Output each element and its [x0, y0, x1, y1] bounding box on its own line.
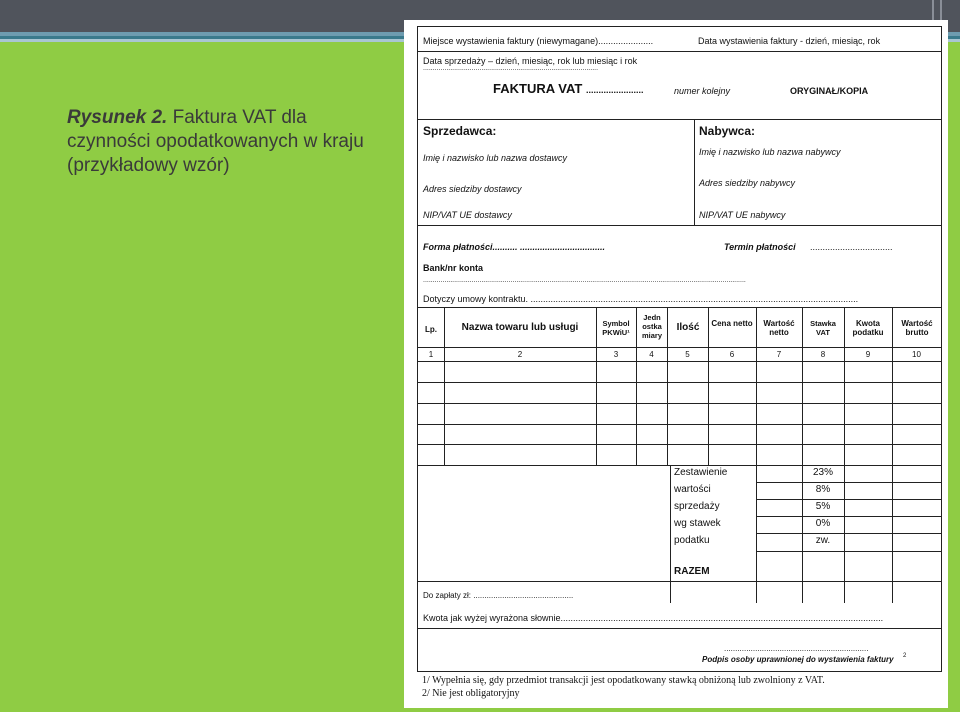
invoice-number-label: numer kolejny	[674, 86, 731, 96]
seller-nip: NIP/VAT UE dostawcy	[423, 210, 512, 220]
original-copy: ORYGINAŁ/KOPIA	[790, 86, 869, 96]
table-row	[418, 403, 941, 404]
signature-footnote-mark: 2	[903, 653, 907, 659]
table-row	[418, 444, 941, 445]
vat-rate-8: 8%	[815, 484, 831, 495]
buyer-nip: NIP/VAT UE nabywcy	[699, 210, 786, 220]
seller-address: Adres siedziby dostawcy	[423, 184, 522, 194]
vat-rate-0: 0%	[815, 518, 831, 529]
col-pkwiu: Symbol PKWiU¹	[602, 319, 630, 337]
summary-label: podatku	[674, 535, 710, 546]
col-number: 6	[729, 350, 735, 359]
invoice-form	[417, 26, 942, 672]
summary-label: Zestawienie	[674, 467, 728, 478]
invoice-document	[404, 20, 948, 708]
signature-label: Podpis osoby uprawnionej do wystawienia faktury	[702, 655, 894, 664]
summary-total: RAZEM	[674, 566, 710, 577]
vat-rate-5: 5%	[815, 501, 831, 512]
amount-in-words: Kwota jak wyżej wyrażona słownie.................................................................................................................................	[423, 613, 884, 623]
col-number: 7	[776, 350, 782, 359]
col-number: 1	[428, 350, 434, 359]
bank-dots: ......................................................................................................................................................................	[423, 277, 746, 284]
col-gross-value: Wartość brutto	[901, 319, 933, 337]
footnote-2: 2/ Nie jest obligatoryjny	[422, 688, 520, 699]
bank-account: Bank/nr konta	[423, 263, 484, 273]
col-number: 10	[912, 350, 921, 359]
table-row	[418, 465, 941, 466]
col-number: 4	[649, 350, 654, 359]
summary-label: wartości	[674, 484, 711, 495]
invoice-title: FAKTURA VAT	[493, 81, 583, 96]
col-number: 2	[517, 350, 523, 359]
col-name: Nazwa towaru lub usługi	[461, 322, 579, 333]
col-lp: Lp.	[425, 325, 437, 334]
col-net-value: Wartość netto	[763, 319, 795, 337]
col-qty: Ilość	[676, 322, 700, 333]
sale-date-dots: ..........................................................................................	[423, 65, 599, 72]
figure-caption	[67, 106, 387, 178]
col-number: 8	[820, 350, 826, 359]
buyer-address: Adres siedziby nabywcy	[699, 178, 796, 188]
issue-date: Data wystawienia faktury - dzień, miesiąc, rok	[698, 36, 881, 46]
col-number: 9	[865, 350, 871, 359]
footnote-1: 1/ Wypełnia się, gdy przedmiot transakcji jest opodatkowany stawką obniżoną lub zwolniony z VAT.	[422, 675, 825, 686]
payment-term-dots: .................................	[810, 242, 893, 252]
vat-rate-exempt: zw.	[815, 535, 831, 546]
buyer-name: Imię i nazwisko lub nazwa nabywcy	[699, 147, 841, 157]
payment-term: Termin płatności	[724, 242, 796, 252]
seller-heading: Sprzedawca:	[423, 124, 497, 138]
to-pay: Do zapłaty zł: .............................................	[423, 591, 574, 600]
col-unit: Jedn ostka miary	[641, 313, 662, 340]
summary-label: wg stawek	[674, 518, 721, 529]
issue-place: Miejsce wystawienia faktury (niewymagane)......................	[423, 36, 654, 46]
seller-name: Imię i nazwisko lub nazwa dostawcy	[423, 153, 568, 163]
col-vat-rate: Stawka VAT	[810, 319, 836, 337]
contract-ref: Dotyczy umowy kontraktu. ...................................................................................................................................	[423, 294, 859, 304]
col-number: 5	[685, 350, 690, 359]
payment-form: Forma płatności.......... ..................................	[423, 242, 606, 252]
signature-dots: .................................................................	[724, 644, 869, 653]
sale-date: Data sprzedaży – dzień, miesiąc, rok lub miesiąc i rok	[423, 56, 638, 66]
vat-rate-23: 23%	[812, 467, 833, 478]
caption-label: Rysunek 2.	[67, 107, 168, 128]
buyer-heading: Nabywca:	[699, 124, 756, 138]
table-row	[418, 424, 941, 425]
col-number: 3	[613, 350, 619, 359]
col-tax-amount: Kwota podatku	[852, 319, 884, 337]
caption-text: Faktura VAT dla czynności opodatkowanych w kraju (przykładowy wzór)	[67, 107, 364, 176]
col-price: Cena netto	[711, 319, 753, 328]
table-row	[418, 382, 941, 383]
invoice-title-dots: .......................	[586, 85, 644, 95]
summary-label: sprzedaży	[674, 501, 720, 512]
